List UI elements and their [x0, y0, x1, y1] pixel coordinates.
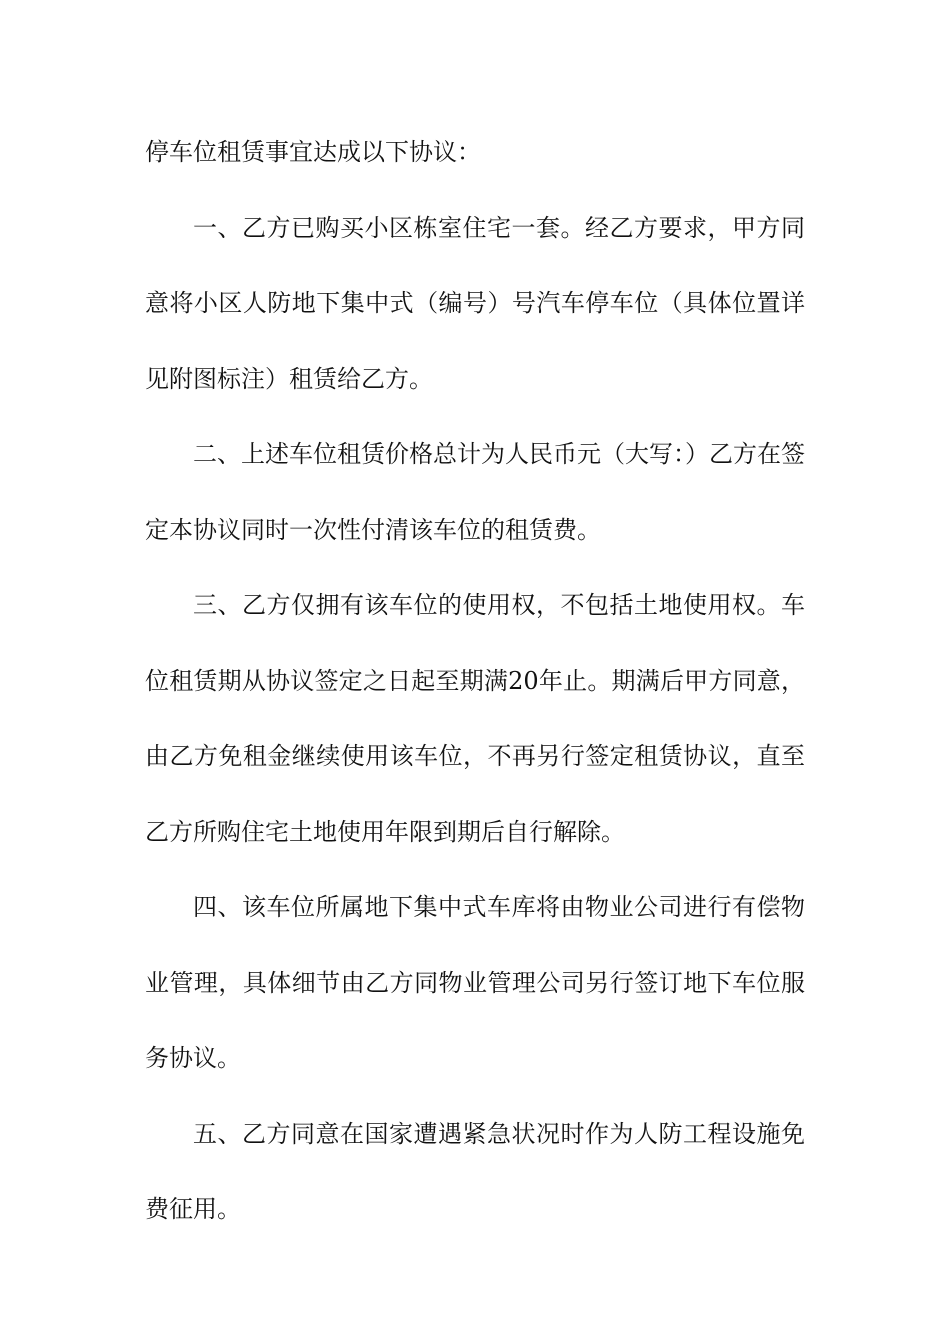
paragraph-intro: 停车位租赁事宜达成以下协议：: [145, 138, 481, 166]
paragraph-clause-4: 四、该车位所属地下集中式车库将由物业公司进行有偿物业管理，具体细节由乙方同物业管理公司另行签订地下车位服务协议。: [145, 893, 805, 1072]
paragraph-clause-2: 二、上述车位租赁价格总计为人民币元（大写：）乙方在签定本协议同时一次性付清该车位的租赁费。: [145, 440, 805, 544]
paragraph-clause-1: 一、乙方已购买小区栋室住宅一套。经乙方要求，甲方同意将小区人防地下集中式（编号）号汽车停车位（具体位置详见附图标注）租赁给乙方。: [145, 213, 805, 393]
paragraph-clause-5: 五、乙方同意在国家遭遇紧急状况时作为人防工程设施免费征用。: [145, 1119, 805, 1223]
paragraph-clause-3: 三、乙方仅拥有该车位的使用权，不包括土地使用权。车位租赁期从协议签定之日起至期满20年止。期满后甲方同意，由乙方免租金继续使用该车位，不再另行签定租赁协议，直至乙方所购住宅土地使用年限到期后自行解除。: [145, 591, 805, 846]
document-body: [145, 115, 805, 1248]
